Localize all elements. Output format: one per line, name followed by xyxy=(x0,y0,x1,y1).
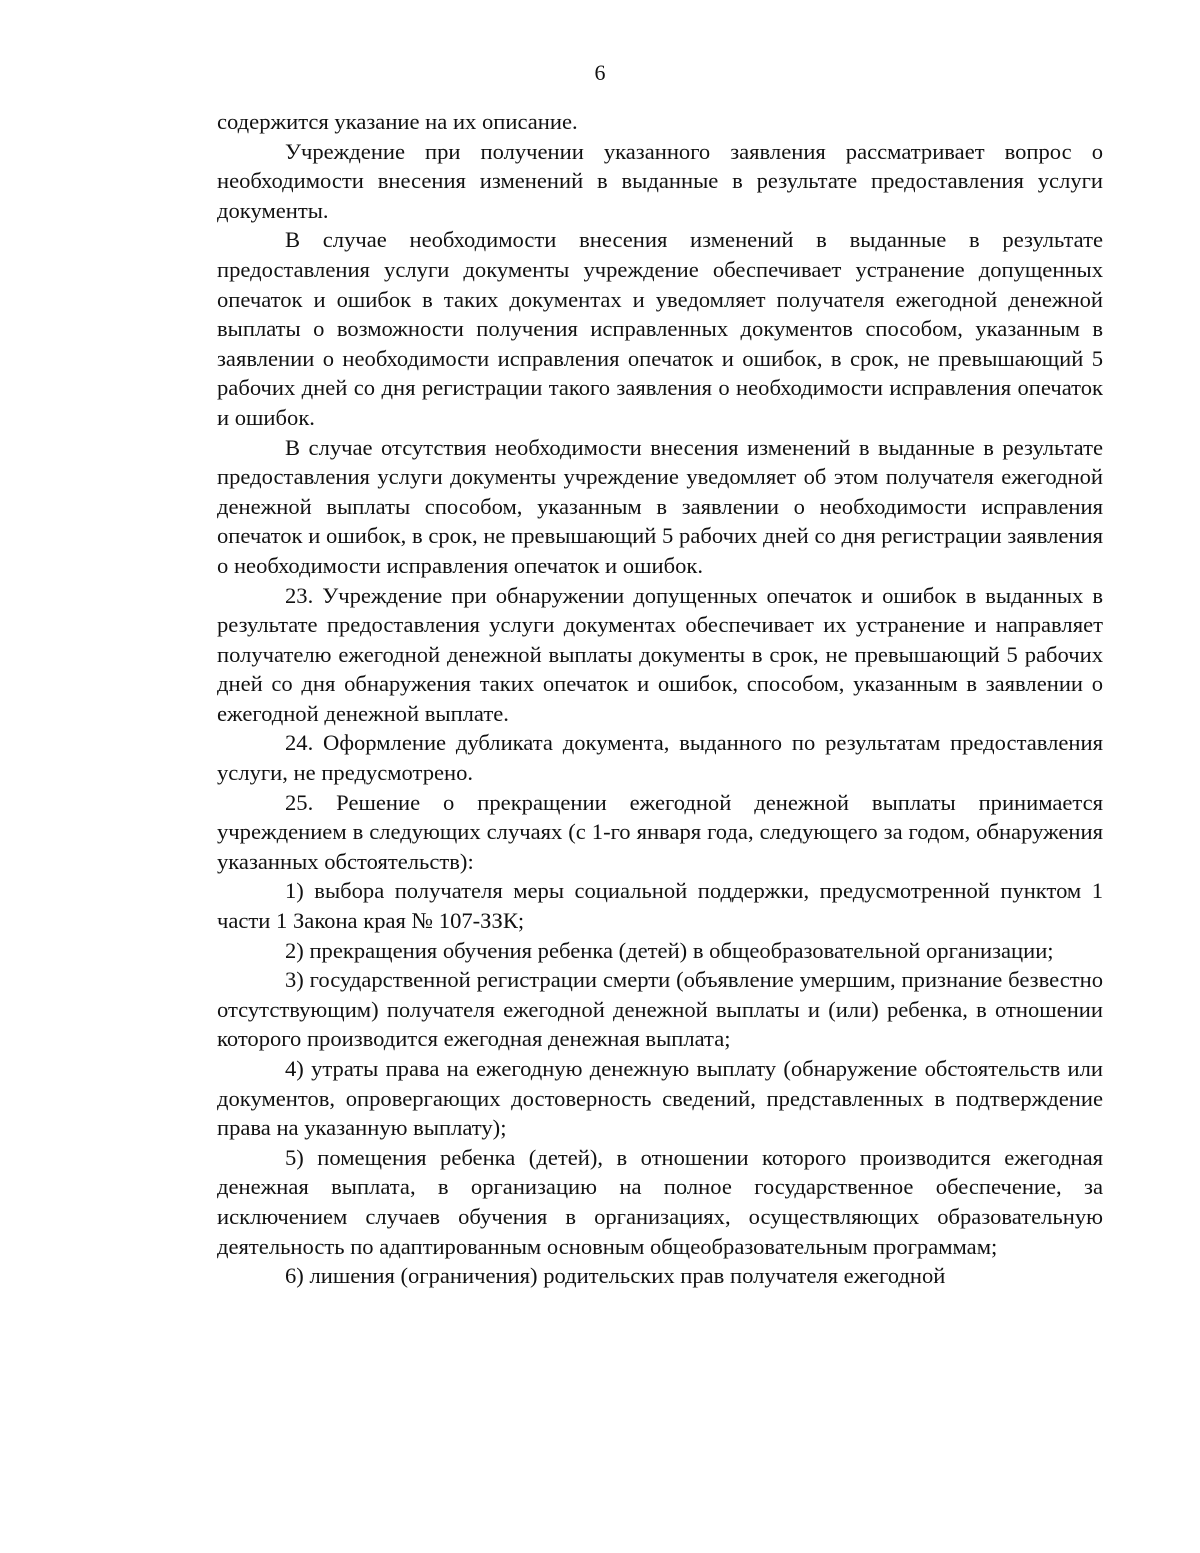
paragraph-item-25: 25. Решение о прекращении ежегодной денежной выплаты принимается учреждением в следующих случаях (с 1-го января года, следующего за годом, обнаружения указанных обстоятельств): xyxy=(217,789,1103,874)
paragraph-continuation: содержится указание на их описание. xyxy=(217,109,578,134)
page-number: 6 xyxy=(594,60,606,85)
list-item-2: 2) прекращения обучения ребенка (детей) в общеобразовательной организации; xyxy=(285,937,1054,963)
paragraph-item-24: 24. Оформление дубликата документа, выданного по результатам предоставления услуги, не предусмотрено. xyxy=(217,730,1103,786)
paragraph-no-corrections-needed: В случае отсутствия необходимости внесения изменений в выданные в результате предоставления услуги документы учреждение уведомляет об этом получателя ежегодной денежной выплаты способом, указанным в заявлении о необходимости исправления опечаток и ошибок, в срок, не превышающий 5 рабочих дней со дня регистрации заявления о необходимости исправления опечаток и ошибок. xyxy=(217,434,1103,578)
paragraph-corrections-needed: В случае необходимости внесения изменений в выданные в результате предоставления услуги документы учреждение обеспечивает устранение допущенных опечаток и ошибок в таких документах и уведомляет получателя ежегодной денежной выплаты о возможности получения исправленных документов способом, указанным в заявлении о необходимости исправления опечаток и ошибок, в срок, не превышающий 5 рабочих дней со дня регистрации такого заявления о необходимости исправления опечаток и ошибок. xyxy=(217,227,1103,430)
paragraph-institution-review: Учреждение при получении указанного заявления рассматривает вопрос о необходимости внесения изменений в выданные в результате предоставления услуги документы. xyxy=(217,138,1103,223)
list-item-6: 6) лишения (ограничения) родительских прав получателя ежегодной xyxy=(285,1263,946,1289)
list-item-4: 4) утраты права на ежегодную денежную выплату (обнаружение обстоятельств или документов, опровергающих достоверность сведений, представленных в подтверждение права на указанную выплату); xyxy=(217,1056,1103,1141)
list-item-1: 1) выбора получателя меры социальной поддержки, предусмотренной пунктом 1 части 1 Закона края № 107-ЗЗК; xyxy=(217,878,1103,934)
list-item-5: 5) помещения ребенка (детей), в отношении которого производится ежегодная денежная выплата, в организацию на полное государственное обеспечение, за исключением случаев обучения в организациях, осуществляющих образовательную деятельность по адаптированным основным общеобразовательным программам; xyxy=(217,1144,1103,1259)
list-item-3: 3) государственной регистрации смерти (объявление умершим, признание безвестно отсутствующим) получателя ежегодной денежной выплаты и (или) ребенка, в отношении которого производится ежегодная денежная выплата; xyxy=(217,967,1103,1052)
document-body xyxy=(217,107,1103,1291)
paragraph-item-23: 23. Учреждение при обнаружении допущенных опечаток и ошибок в выданных в результате предоставления услуги документах обеспечивает их устранение и направляет получателю ежегодной денежной выплаты документы в срок, не превышающий 5 рабочих дней со дня обнаружения таких опечаток и ошибок, способом, указанным в заявлении о ежегодной денежной выплате. xyxy=(217,582,1103,726)
